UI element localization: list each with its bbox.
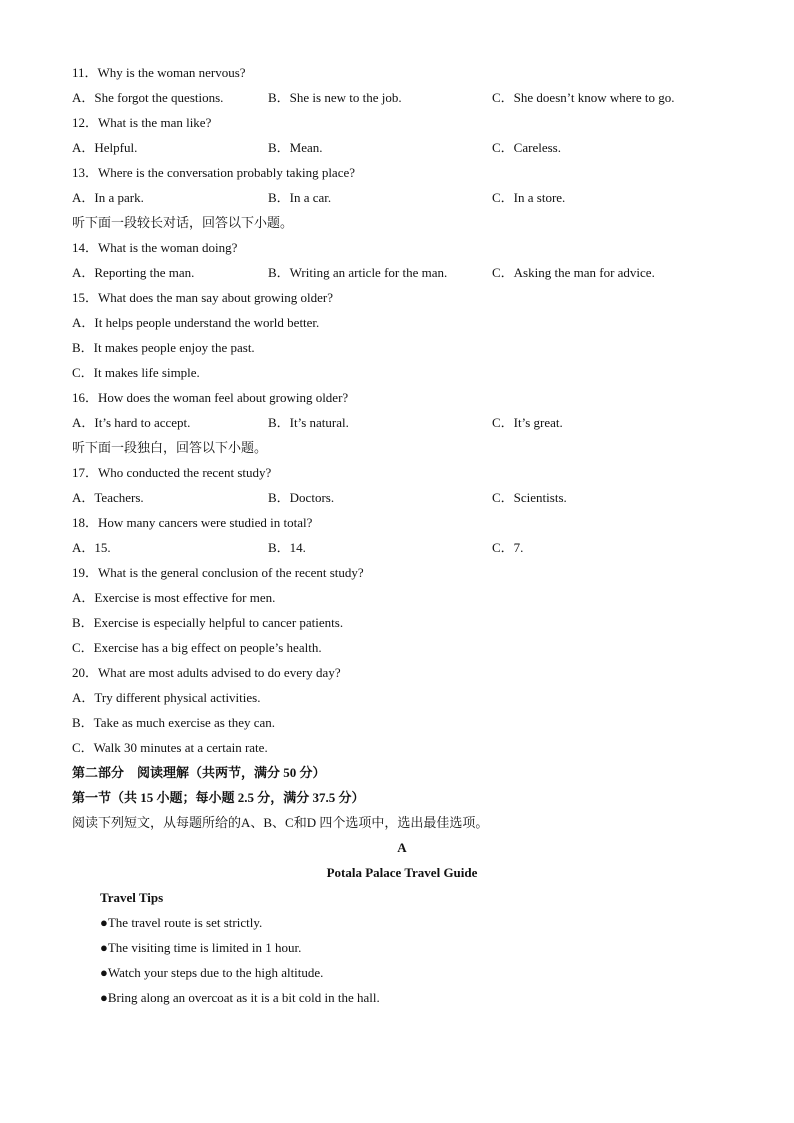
option-c: C．She doesn’t know where to go.: [492, 90, 675, 105]
option-b: B．Take as much exercise as they can.: [72, 715, 276, 730]
question-11-stem: 11．Why is the woman nervous?: [72, 65, 246, 80]
section-one-heading: 第一节（共 15 小题；每小题 2.5 分，满分 37.5 分）: [72, 790, 365, 805]
question-12-stem: 12．What is the man like?: [72, 115, 212, 130]
question-14-stem: 14．What is the woman doing?: [72, 240, 238, 255]
tip-item: ●The visiting time is limited in 1 hour.: [100, 940, 302, 955]
question-18-stem: 18．How many cancers were studied in total?: [72, 515, 313, 530]
listening-instruction-monologue: 听下面一段独白，回答以下小题。: [72, 440, 268, 455]
option-c: C．It’s great.: [492, 415, 563, 430]
exam-page: [72, 60, 732, 1010]
question-17-stem: 17．Who conducted the recent study?: [72, 465, 272, 480]
question-15-stem: 15．What does the man say about growing older?: [72, 290, 334, 305]
option-b: B．Exercise is especially helpful to cancer patients.: [72, 615, 344, 630]
option-c: C．It makes life simple.: [72, 365, 200, 380]
option-c: C．Exercise has a big effect on people’s health.: [72, 640, 322, 655]
option-b: B．14.: [268, 540, 306, 555]
tip-item: ●The travel route is set strictly.: [100, 915, 263, 930]
option-b: B．Mean.: [268, 140, 323, 155]
reading-instruction: 阅读下列短文，从每题所给的A、B、C和D 四个选项中，选出最佳选项。: [72, 815, 489, 830]
option-c: C．Walk 30 minutes at a certain rate.: [72, 740, 268, 755]
travel-tips-heading: Travel Tips: [100, 890, 164, 905]
option-b: B．She is new to the job.: [268, 90, 402, 105]
question-16-options: [72, 410, 732, 435]
option-b: B．Doctors.: [268, 490, 335, 505]
listening-instruction-dialogue: 听下面一段较长对话，回答以下小题。: [72, 215, 294, 230]
passage-title: Potala Palace Travel Guide: [326, 865, 478, 880]
option-a: A．15.: [72, 540, 111, 555]
option-c: C．Asking the man for advice.: [492, 265, 655, 280]
option-c: C．Careless.: [492, 140, 561, 155]
option-b: B．It’s natural.: [268, 415, 349, 430]
option-a: A．It’s hard to accept.: [72, 415, 191, 430]
question-12-options: [72, 135, 732, 160]
option-a: A．Exercise is most effective for men.: [72, 590, 276, 605]
passage-letter: A: [397, 840, 407, 855]
question-14-options: [72, 260, 732, 285]
option-a: A．In a park.: [72, 190, 144, 205]
option-c: C．Scientists.: [492, 490, 567, 505]
question-13-options: [72, 185, 732, 210]
option-a: A．It helps people understand the world better.: [72, 315, 320, 330]
question-20-stem: 20．What are most adults advised to do every day?: [72, 665, 341, 680]
option-b: B．In a car.: [268, 190, 332, 205]
question-18-options: [72, 535, 732, 560]
option-c: C．In a store.: [492, 190, 566, 205]
question-11-options: [72, 85, 732, 110]
option-a: A．She forgot the questions.: [72, 90, 224, 105]
option-b: B．It makes people enjoy the past.: [72, 340, 255, 355]
question-13-stem: 13．Where is the conversation probably taking place?: [72, 165, 356, 180]
option-b: B．Writing an article for the man.: [268, 265, 448, 280]
option-a: A．Try different physical activities.: [72, 690, 261, 705]
question-19-stem: 19．What is the general conclusion of the recent study?: [72, 565, 364, 580]
option-a: A．Teachers.: [72, 490, 144, 505]
tip-item: ●Bring along an overcoat as it is a bit cold in the hall.: [100, 990, 380, 1005]
option-c: C．7.: [492, 540, 524, 555]
option-a: A．Helpful.: [72, 140, 138, 155]
option-a: A．Reporting the man.: [72, 265, 195, 280]
question-17-options: [72, 485, 732, 510]
part-two-heading: 第二部分 阅读理解（共两节，满分 50 分）: [72, 765, 326, 780]
question-16-stem: 16．How does the woman feel about growing older?: [72, 390, 349, 405]
tip-item: ●Watch your steps due to the high altitude.: [100, 965, 324, 980]
